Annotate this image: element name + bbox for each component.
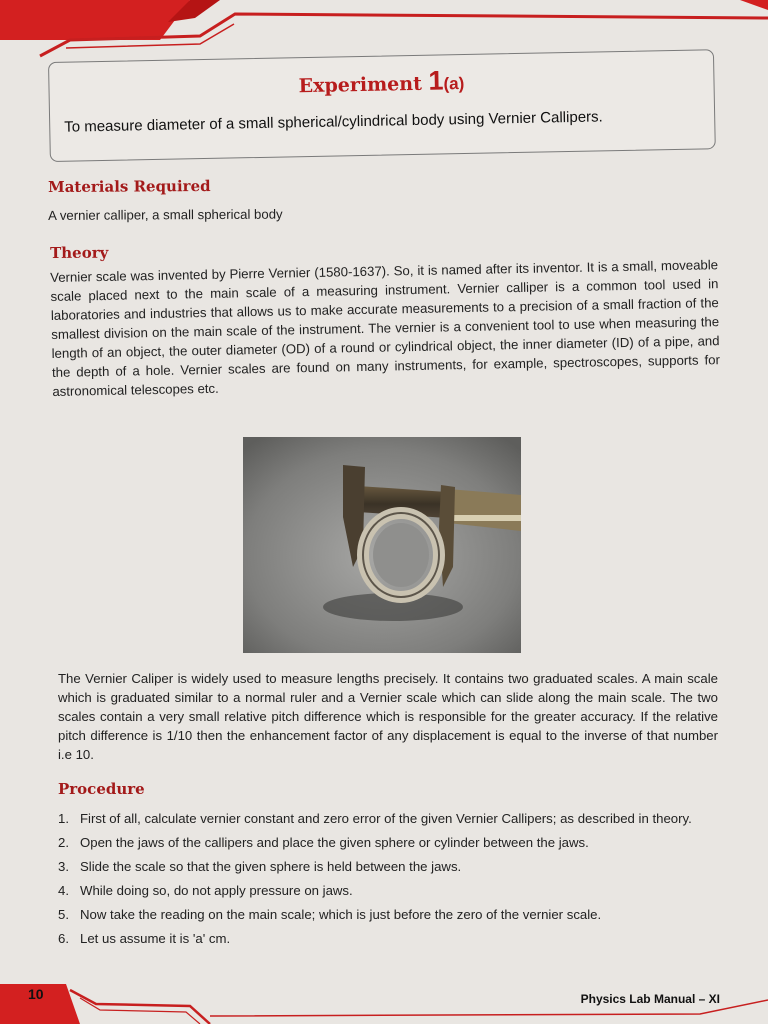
experiment-number: 1: [428, 65, 444, 96]
materials-heading: Materials Required: [48, 177, 211, 196]
step-number: 2.: [58, 835, 69, 850]
procedure-step: [58, 834, 722, 852]
step-text: While doing so, do not apply pressure on jaws.: [80, 883, 353, 898]
header-corner: [740, 0, 768, 10]
book-title: Physics Lab Manual – XI: [580, 992, 720, 1006]
step-number: 4.: [58, 883, 69, 898]
step-text: First of all, calculate vernier constant and zero error of the given Vernier Callipers; as described in theory.: [80, 811, 692, 826]
step-number: 6.: [58, 931, 69, 946]
footer-red-line: [70, 990, 210, 1024]
experiment-suffix: (a): [443, 74, 465, 94]
theory-text: Vernier scale was invented by Pierre Vernier (1580-1637). So, it is named after its inventor. It is a small, moveable scale placed next to the main scale of a measuring instrument. Vernier calliper is a common tool used in laboratories and industries that allows us to make accurate measurements to a precision of a small fraction of the smallest division on the main scale of the instrument. The vernier is a convenient tool to use when measuring the length of an object, the outer diameter (OD) of a round or cylindrical object, the inner diameter (ID) of a pipe, and the depth of a hole. Vernier scales are found on many instruments, for example, spectroscopes, supports for astronomical telescopes etc.: [50, 257, 721, 399]
step-text: Slide the scale so that the given sphere is held between the jaws.: [80, 859, 462, 874]
experiment-title: [49, 60, 713, 104]
step-text: Now take the reading on the main scale; which is just before the zero of the vernier scale.: [80, 907, 602, 922]
procedure-step: [58, 930, 722, 948]
header-red-band: [0, 0, 190, 40]
procedure-step: [58, 882, 722, 900]
page-number: 10: [28, 986, 44, 1002]
experiment-label: Experiment: [298, 72, 423, 98]
step-text: Let us assume it is 'a' cm.: [80, 931, 231, 946]
caliper-description: The Vernier Caliper is widely used to measure lengths precisely. It contains two graduated scales. A main scale which is graduated similar to a normal ruler and a Vernier scale which can slide along the main scale. The two scales contain a very small relative pitch difference which is responsible for the greater accuracy. If the relative pitch difference is 1/10 then the enhancement factor of any displacement is equal to the inverse of that number i.e 10.: [58, 671, 718, 762]
step-number: 3.: [58, 859, 69, 874]
materials-text: A vernier calliper, a small spherical body: [48, 206, 283, 223]
procedure-step: [58, 810, 722, 828]
step-number: 5.: [58, 907, 69, 922]
procedure-heading: Procedure: [58, 780, 145, 798]
procedure-list: [58, 810, 722, 954]
theory-heading: Theory: [50, 243, 109, 262]
step-number: 1.: [58, 811, 69, 826]
experiment-title-box: [48, 49, 716, 162]
vernier-calliper-photo: [243, 437, 521, 653]
procedure-step: [58, 906, 722, 924]
step-text: Open the jaws of the callipers and place the given sphere or cylinder between the jaws.: [80, 835, 589, 850]
experiment-subtitle: To measure diameter of a small spherical/cylindrical body using Vernier Callipers.: [64, 108, 603, 136]
footer-red-line-thin: [80, 998, 200, 1024]
procedure-step: [58, 858, 722, 876]
